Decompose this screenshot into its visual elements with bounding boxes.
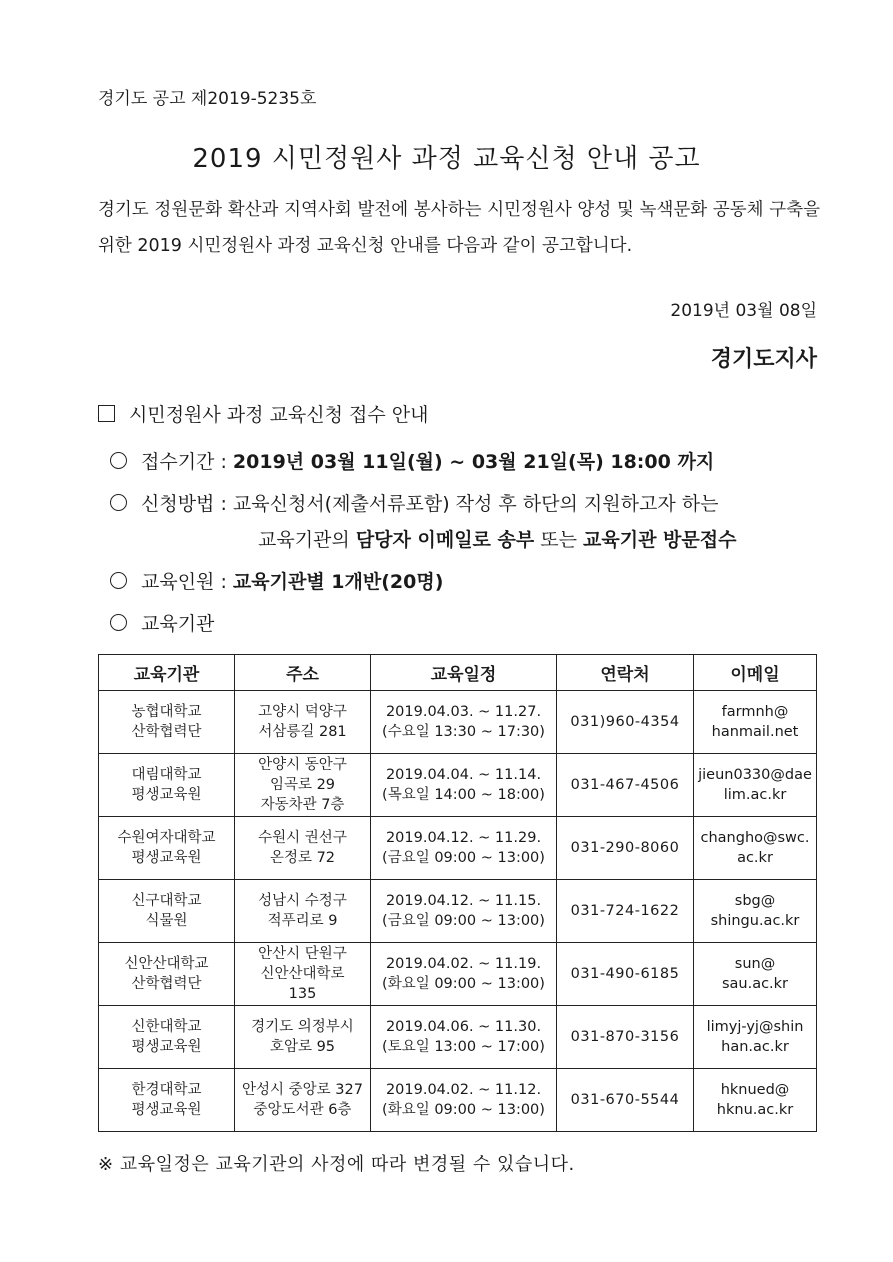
table-row [99,943,817,1006]
square-bullet-icon [98,405,115,422]
method-text-line2 [258,525,736,552]
email-line2: hanmail.net [711,724,799,740]
schedule-dates: 2019.04.06. ~ 11.30. [385,1019,542,1035]
table-row [99,691,817,754]
cell-email [694,691,817,754]
schedule-dates: 2019.04.04. ~ 11.14. [385,767,542,783]
cell-institution [99,1006,235,1069]
cell-institution [99,880,235,943]
cell-address [235,880,371,943]
cell-address [235,1006,371,1069]
schedule-time: (금요일 09:00 ~ 13:00) [382,850,545,866]
notice-number: 경기도 공고 제2019-5235호 [98,89,317,109]
section-heading-text: 시민정원사 과정 교육신청 접수 안내 [129,404,429,426]
footnote: ※ 교육일정은 교육기관의 사정에 따라 변경될 수 있습니다. [98,1154,575,1175]
schedule-dates: 2019.04.02. ~ 11.12. [385,1082,542,1098]
institution-line2: 평생교육원 [131,787,202,803]
cell-phone: 031-670-5544 [557,1069,694,1132]
table-row [99,817,817,880]
address-line1: 안성시 중앙로 327 [242,1082,363,1098]
method-label: 신청방법 : [141,493,233,515]
address-line2: 온정로 72 [269,850,336,866]
schedule-dates: 2019.04.12. ~ 11.29. [385,830,542,846]
cell-address [235,754,371,817]
address-line1: 안양시 동안구 [258,757,347,773]
item-application-method [110,489,718,516]
schedule-dates: 2019.04.03. ~ 11.27. [385,704,542,720]
schedule-time: (화요일 09:00 ~ 13:00) [382,1102,545,1118]
cell-email [694,817,817,880]
cell-schedule [371,691,557,754]
institution-line1: 수원여자대학교 [117,830,216,846]
cell-institution [99,817,235,880]
email-line1: hknued@ [720,1082,790,1098]
cell-institution [99,943,235,1006]
cell-address [235,943,371,1006]
col-header-email: 이메일 [694,655,817,691]
institution-line1: 농협대학교 [131,704,202,720]
method-visit-submit: 교육기관 방문접수 [583,529,737,551]
circle-bullet-icon [110,572,127,589]
item-application-period [110,447,714,474]
method-email-submit: 담당자 이메일로 송부 [355,529,535,551]
institution-line1: 한경대학교 [131,1082,202,1098]
schedule-dates: 2019.04.02. ~ 11.19. [385,956,542,972]
table-header-row [99,655,817,691]
cell-schedule [371,880,557,943]
cell-phone: 031-467-4506 [557,754,694,817]
method-text-part-a: 교육기관의 [258,529,356,551]
cell-phone: 031)960-4354 [557,691,694,754]
table-row [99,1069,817,1132]
issuer: 경기도지사 [710,347,817,372]
cell-phone: 031-870-3156 [557,1006,694,1069]
email-line2: han.ac.kr [721,1039,789,1055]
table-row [99,754,817,817]
address-line2: 호암로 95 [269,1039,336,1055]
email-line2: lim.ac.kr [723,787,787,803]
document-title: 2019 시민정원사 과정 교육신청 안내 공고 [192,144,701,174]
address-line2: 서삼릉길 281 [258,724,347,740]
email-line2: hknu.ac.kr [716,1102,794,1118]
schedule-time: (토요일 13:00 ~ 17:00) [382,1039,545,1055]
cell-phone: 031-290-8060 [557,817,694,880]
email-line1: farmnh@ [721,704,789,720]
institution-line1: 신한대학교 [131,1019,202,1035]
address-line1: 성남시 수정구 [258,893,347,909]
table-row [99,1006,817,1069]
col-header-schedule: 교육일정 [371,655,557,691]
institution-line2: 식물원 [145,913,188,929]
institution-line2: 산학협력단 [131,976,202,992]
cell-email [694,880,817,943]
method-text-line1: 교육신청서(제출서류포함) 작성 후 하단의 지원하고자 하는 [232,493,719,515]
institution-line2: 평생교육원 [131,1039,202,1055]
cell-institution [99,1069,235,1132]
institution-line2: 산학협력단 [131,724,202,740]
address-line3: 자동차관 7층 [260,797,345,813]
address-line2: 적푸리로 9 [267,913,338,929]
institution-line2: 평생교육원 [131,850,202,866]
address-line3: 135 [288,986,317,1002]
cell-schedule [371,1069,557,1132]
cell-schedule [371,1006,557,1069]
address-line1: 경기도 의정부시 [251,1019,354,1035]
cell-email [694,1006,817,1069]
cell-address [235,1069,371,1132]
schedule-time: (목요일 14:00 ~ 18:00) [382,787,545,803]
cell-address [235,817,371,880]
quota-value: 교육기관별 1개반(20명) [232,571,444,593]
institution-line1: 신구대학교 [131,893,202,909]
circle-bullet-icon [110,494,127,511]
section-heading [98,400,428,427]
cell-email [694,943,817,1006]
email-line1: sbg@ [734,893,776,909]
email-line1: sun@ [734,956,776,972]
schedule-time: (금요일 09:00 ~ 13:00) [382,913,545,929]
institution-line1: 신안산대학교 [124,956,209,972]
schedule-time: (화요일 09:00 ~ 13:00) [382,976,545,992]
email-line1: jieun0330@dae [698,767,812,783]
document-date: 2019년 03월 08일 [670,301,817,321]
email-line2: ac.kr [737,850,773,866]
table-row [99,880,817,943]
cell-institution [99,691,235,754]
address-line1: 안산시 단원구 [258,946,347,962]
circle-bullet-icon [110,452,127,469]
cell-address [235,691,371,754]
period-value: 2019년 03월 11일(월) ~ 03월 21일(목) 18:00 까지 [232,451,715,473]
circle-bullet-icon [110,614,127,631]
email-line1: limyj-yj@shin [706,1019,804,1035]
schedule-time: (수요일 13:30 ~ 17:30) [382,724,545,740]
quota-label: 교육인원 : [141,571,233,593]
cell-email [694,1069,817,1132]
cell-email [694,754,817,817]
intro-paragraph: 경기도 정원문화 확산과 지역사회 발전에 봉사하는 시민정원사 양성 및 녹색문화 공동체 구축을 위한 2019 시민정원사 과정 교육신청 안내를 다음과 같이 공고합니다. [98,200,820,256]
cell-schedule [371,817,557,880]
cell-schedule [371,943,557,1006]
institution-line2: 평생교육원 [131,1102,202,1118]
period-label: 접수기간 : [141,451,233,473]
email-line2: shingu.ac.kr [710,913,800,929]
method-text-part-b: 또는 [534,529,584,551]
cell-phone: 031-724-1622 [557,880,694,943]
email-line2: sau.ac.kr [721,976,789,992]
address-line1: 고양시 덕양구 [258,704,347,720]
institution-line1: 대림대학교 [131,767,202,783]
col-header-institution: 교육기관 [99,655,235,691]
address-line1: 수원시 권선구 [258,830,347,846]
address-line2: 임곡로 29 [269,777,336,793]
cell-schedule [371,754,557,817]
cell-institution [99,754,235,817]
item-quota [110,567,443,594]
address-line2: 중앙도서관 6층 [253,1102,352,1118]
col-header-contact: 연락처 [557,655,694,691]
item-institutions [110,609,214,636]
address-line2: 신안산대학로 [260,966,345,982]
institution-table [98,654,817,1132]
email-line1: changho@swc. [700,830,810,846]
schedule-dates: 2019.04.12. ~ 11.15. [385,893,542,909]
col-header-address: 주소 [235,655,371,691]
institutions-label: 교육기관 [141,613,215,635]
cell-phone: 031-490-6185 [557,943,694,1006]
